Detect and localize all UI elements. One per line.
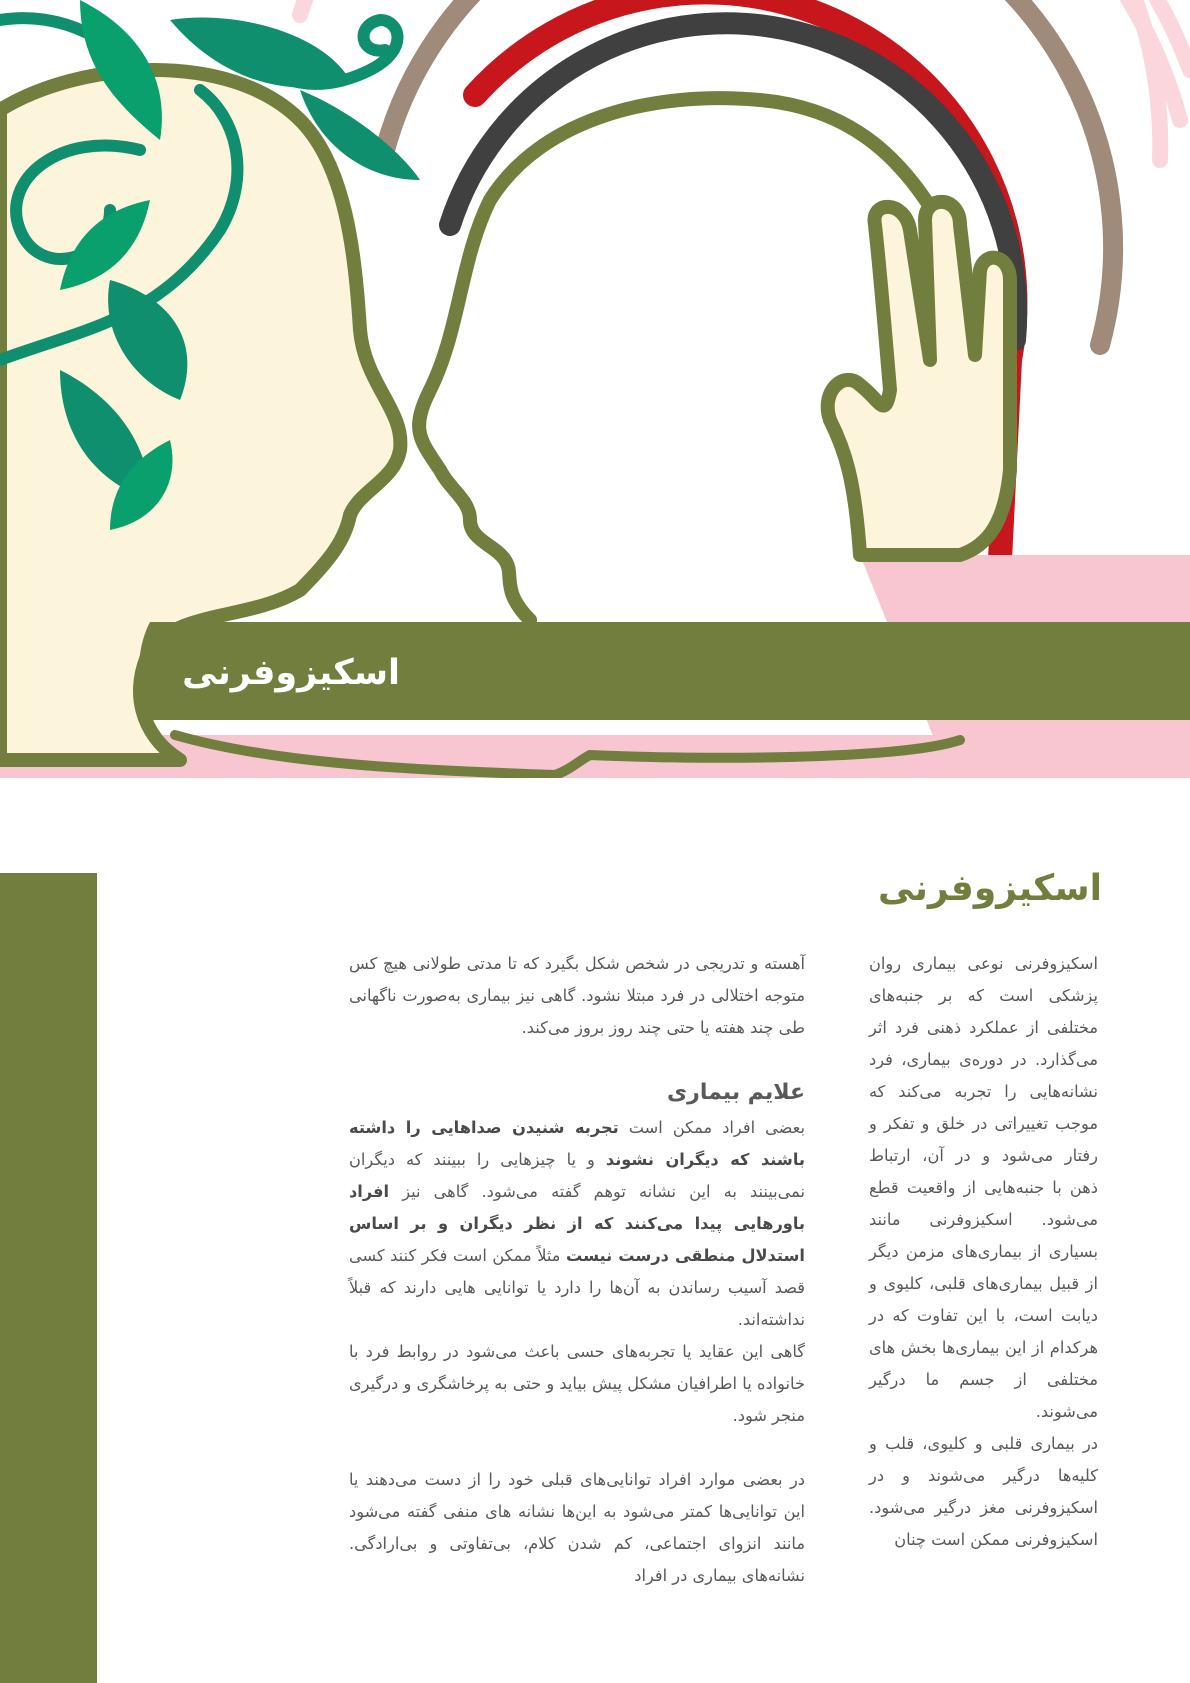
section-heading: علایم بیماری [667, 1080, 805, 1105]
paragraph: اسکیزوفرنی نوعی بیماری روان پزشکی است که بر جنبه‌های مختلفی از عملکرد ذهنی فرد اثر می‌گذارد. در دوره‌ی بیماری، فرد نشانه‌هایی را تجربه می‌کند که موجب تغییراتی در خلق و تفکر و رفتار می‌شود و در آن، ارتباط ذهن با جنبه‌هایی از واقعیت قطع می‌شود. اسکیزوفرنی مانند بسیاری از بیماری‌های مزمن دیگر از قبیل بیماری‌های قلبی، کلیوی و دیابت است، با این تفاوت که در هرکدام از این بیماری‌ها بخش های مختلفی از جسم ما درگیر می‌شوند. [869, 954, 1098, 1421]
text-run: بعضی افراد ممکن است [618, 1118, 805, 1137]
text-column-left [349, 948, 805, 1592]
paragraph: آهسته و تدریجی در شخص شکل بگیرد که تا مدتی طولانی هیچ کس متوجه اختلالی در فرد مبتلا نشود. گاهی نیز بیماری به‌صورت ناگهانی طی چند هفته یا حتی چند روز بروز می‌کند. [349, 954, 805, 1037]
hero-title: اسکیزوفرنی [182, 653, 400, 693]
paragraph: در بیماری قلبی و کلیوی، قلب و کلیه‌ها درگیر می‌شوند و در اسکیزوفرنی مغز درگیر می‌شود. اسکیزوفرنی ممکن است چنان [869, 1434, 1098, 1549]
text-column-right [869, 948, 1098, 1556]
text-run: و یا چیزهایی را ببینند که دیگران نمی‌بینند به این نشانه توهم گفته می‌شود. گاهی نیز [349, 1150, 805, 1201]
bold-text: افراد باورهایی پیدا می‌کنند که از نظر دیگران و بر اساس استدلال منطقی درست نیست [349, 1182, 805, 1265]
hero-illustration [0, 0, 1190, 778]
text-run: مثلاً ممکن است فکر کنند کسی قصد آسیب رساندن به آن‌ها را دارد یا توانایی هایی دارند که قبلاً نداشته‌اند. [349, 1246, 805, 1329]
bold-text: تجربه شنیدن صداهایی را داشته باشند که دیگران نشوند [349, 1118, 805, 1169]
side-bar [0, 873, 97, 1683]
page-title: اسکیزوفرنی [877, 868, 1102, 909]
paragraph [349, 1112, 805, 1336]
paragraph: گاهی این عقاید یا تجربه‌های حسی باعث می‌شود در روابط فرد با خانواده یا اطرافیان مشکل پیش بیاید و حتی به پرخاشگری و درگیری منجر شود. [349, 1342, 805, 1425]
paragraph: در بعضی موارد افراد توانایی‌های قبلی خود را از دست می‌دهند یا این توانایی‌ها کمتر می‌شود به این‌ها نشانه های منفی گفته می‌شود مانند انزوای اجتماعی، کم شدن کلام، بی‌تفاوتی و بی‌ارادگی. نشانه‌های بیماری در افراد [349, 1470, 805, 1585]
hand-icon [828, 202, 1010, 555]
